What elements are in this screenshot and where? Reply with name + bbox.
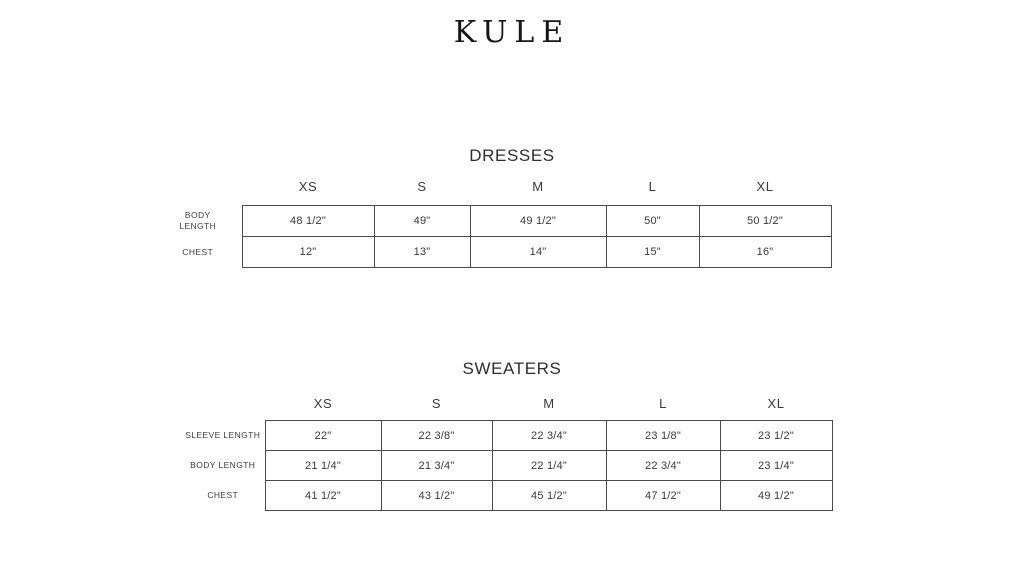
measurement-cell: 13" — [374, 237, 470, 268]
measurement-cell: 22 1/4" — [492, 451, 606, 481]
measurement-cell: 23 1/4" — [720, 451, 832, 481]
measurement-cell: 22 3/8" — [381, 421, 492, 451]
table-row-body-length — [170, 206, 831, 237]
measurement-cell: 22 3/4" — [492, 421, 606, 451]
table-row-body-length — [181, 451, 832, 481]
size-header-m: M — [543, 396, 555, 411]
measurement-cell: 43 1/2" — [381, 481, 492, 511]
header-spacer — [170, 179, 242, 206]
sweaters-section-title: SWEATERS — [462, 359, 562, 378]
measurement-cell: 49 1/2" — [470, 206, 606, 237]
measurement-cell: 14" — [470, 237, 606, 268]
dresses-size-table — [170, 179, 832, 268]
table-row-chest — [170, 237, 831, 268]
size-header-xs: XS — [298, 179, 318, 194]
size-header-s: S — [417, 179, 427, 194]
row-label: SLEEVE LENGTH — [185, 430, 261, 440]
measurement-cell: 45 1/2" — [492, 481, 606, 511]
measurement-cell: 50" — [606, 206, 699, 237]
measurement-cell: 23 1/2" — [720, 421, 832, 451]
measurement-cell: 50 1/2" — [699, 206, 831, 237]
sweaters-size-header-row — [181, 396, 832, 421]
size-header-l: L — [648, 179, 657, 194]
row-label: BODY LENGTH — [190, 460, 256, 470]
measurement-cell: 22 3/4" — [606, 451, 720, 481]
size-header-xl: XL — [756, 179, 774, 194]
measurement-cell: 49" — [374, 206, 470, 237]
dresses-section-title: DRESSES — [469, 146, 555, 165]
header-spacer — [181, 396, 265, 421]
row-label: BODY LENGTH — [179, 210, 217, 231]
size-header-m: M — [532, 179, 544, 194]
measurement-cell: 22" — [265, 421, 381, 451]
row-label: CHEST — [207, 490, 239, 500]
table-row-sleeve-length — [181, 421, 832, 451]
measurement-cell: 16" — [699, 237, 831, 268]
size-header-l: L — [659, 396, 667, 411]
size-header-xl: XL — [767, 396, 785, 411]
table-row-chest — [181, 481, 832, 511]
measurement-cell: 23 1/8" — [606, 421, 720, 451]
measurement-cell: 21 1/4" — [265, 451, 381, 481]
row-label: CHEST — [182, 246, 214, 257]
measurement-cell: 48 1/2" — [242, 206, 374, 237]
sweaters-size-table — [181, 396, 833, 511]
measurement-cell: 41 1/2" — [265, 481, 381, 511]
dresses-size-header-row — [170, 179, 831, 206]
measurement-cell: 47 1/2" — [606, 481, 720, 511]
size-header-s: S — [431, 396, 442, 411]
measurement-cell: 21 3/4" — [381, 451, 492, 481]
size-header-xs: XS — [313, 396, 333, 411]
measurement-cell: 12" — [242, 237, 374, 268]
brand-logo: KULE — [453, 15, 571, 50]
measurement-cell: 15" — [606, 237, 699, 268]
measurement-cell: 49 1/2" — [720, 481, 832, 511]
